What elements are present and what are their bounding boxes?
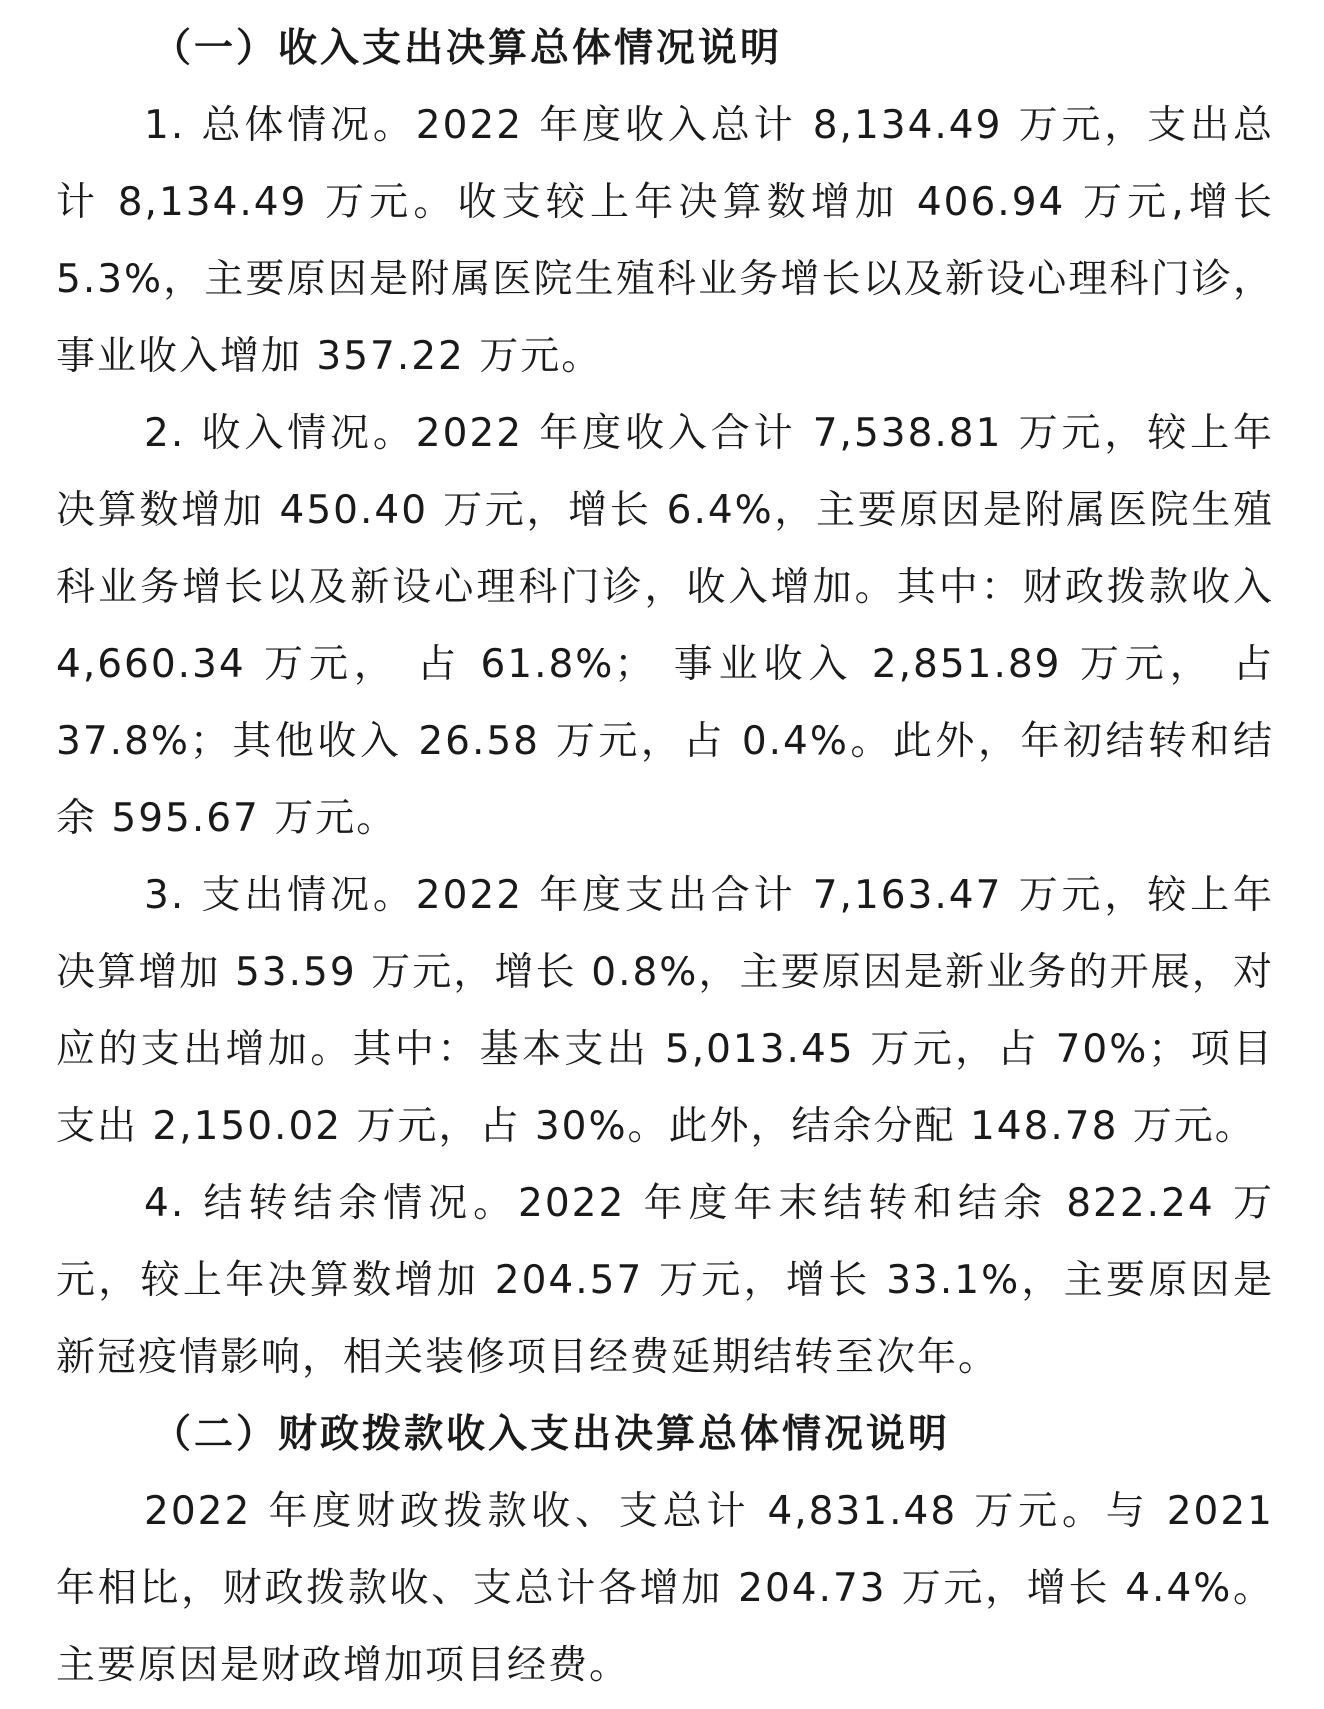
section-heading: （二）财政拨款收入支出决算总体情况说明: [152, 1412, 951, 1457]
paragraph-income: 2. 收入情况。2022 年度收入合计 7,538.81 万元，较上年决算数增加 450.40 万元，增长 6.4%，主要原因是附属医院生殖科业务增长以及新设心理科门诊，收入增加。其中：财政拨款收入 4,660.34 万元， 占 61.8%； 事业收入 2,851.89 万元， 占 37.8%；其他收入 26.58 万元，占 0.4%。此外，年初结转和结余 595.67 万元。: [56, 411, 1274, 841]
paragraph-overall: 1. 总体情况。2022 年度收入总计 8,134.49 万元，支出总计 8,134.49 万元。收支较上年决算数增加 406.94 万元,增长 5.3%，主要原因是附属医院生殖科业务增长以及新设心理科门诊，事业收入增加 357.22 万元。: [56, 103, 1274, 379]
section-heading: （一）收入支出决算总体情况说明: [152, 26, 783, 71]
section-income-expenditure-overview: [56, 10, 1274, 1396]
paragraph-expenditure: 3. 支出情况。2022 年度支出合计 7,163.47 万元，较上年决算增加 53.59 万元，增长 0.8%，主要原因是新业务的开展，对应的支出增加。其中：基本支出 5,013.45 万元，占 70%；项目支出 2,150.02 万元，占 30%。此外，结余分配 148.78 万元。: [56, 873, 1274, 1149]
paragraph-fiscal-total: 2022 年度财政拨款收、支总计 4,831.48 万元。与 2021 年相比，财政拨款收、支总计各增加 204.73 万元，增长 4.4%。主要原因是财政增加项目经费。: [56, 1489, 1274, 1688]
section-fiscal-appropriation-overview: [56, 1396, 1274, 1704]
paragraph-carryover: 4. 结转结余情况。2022 年度年末结转和结余 822.24 万元，较上年决算数增加 204.57 万元，增长 33.1%，主要原因是新冠疫情影响，相关装修项目经费延期结转至次年。: [56, 1181, 1274, 1380]
document-page: [56, 10, 1274, 1704]
